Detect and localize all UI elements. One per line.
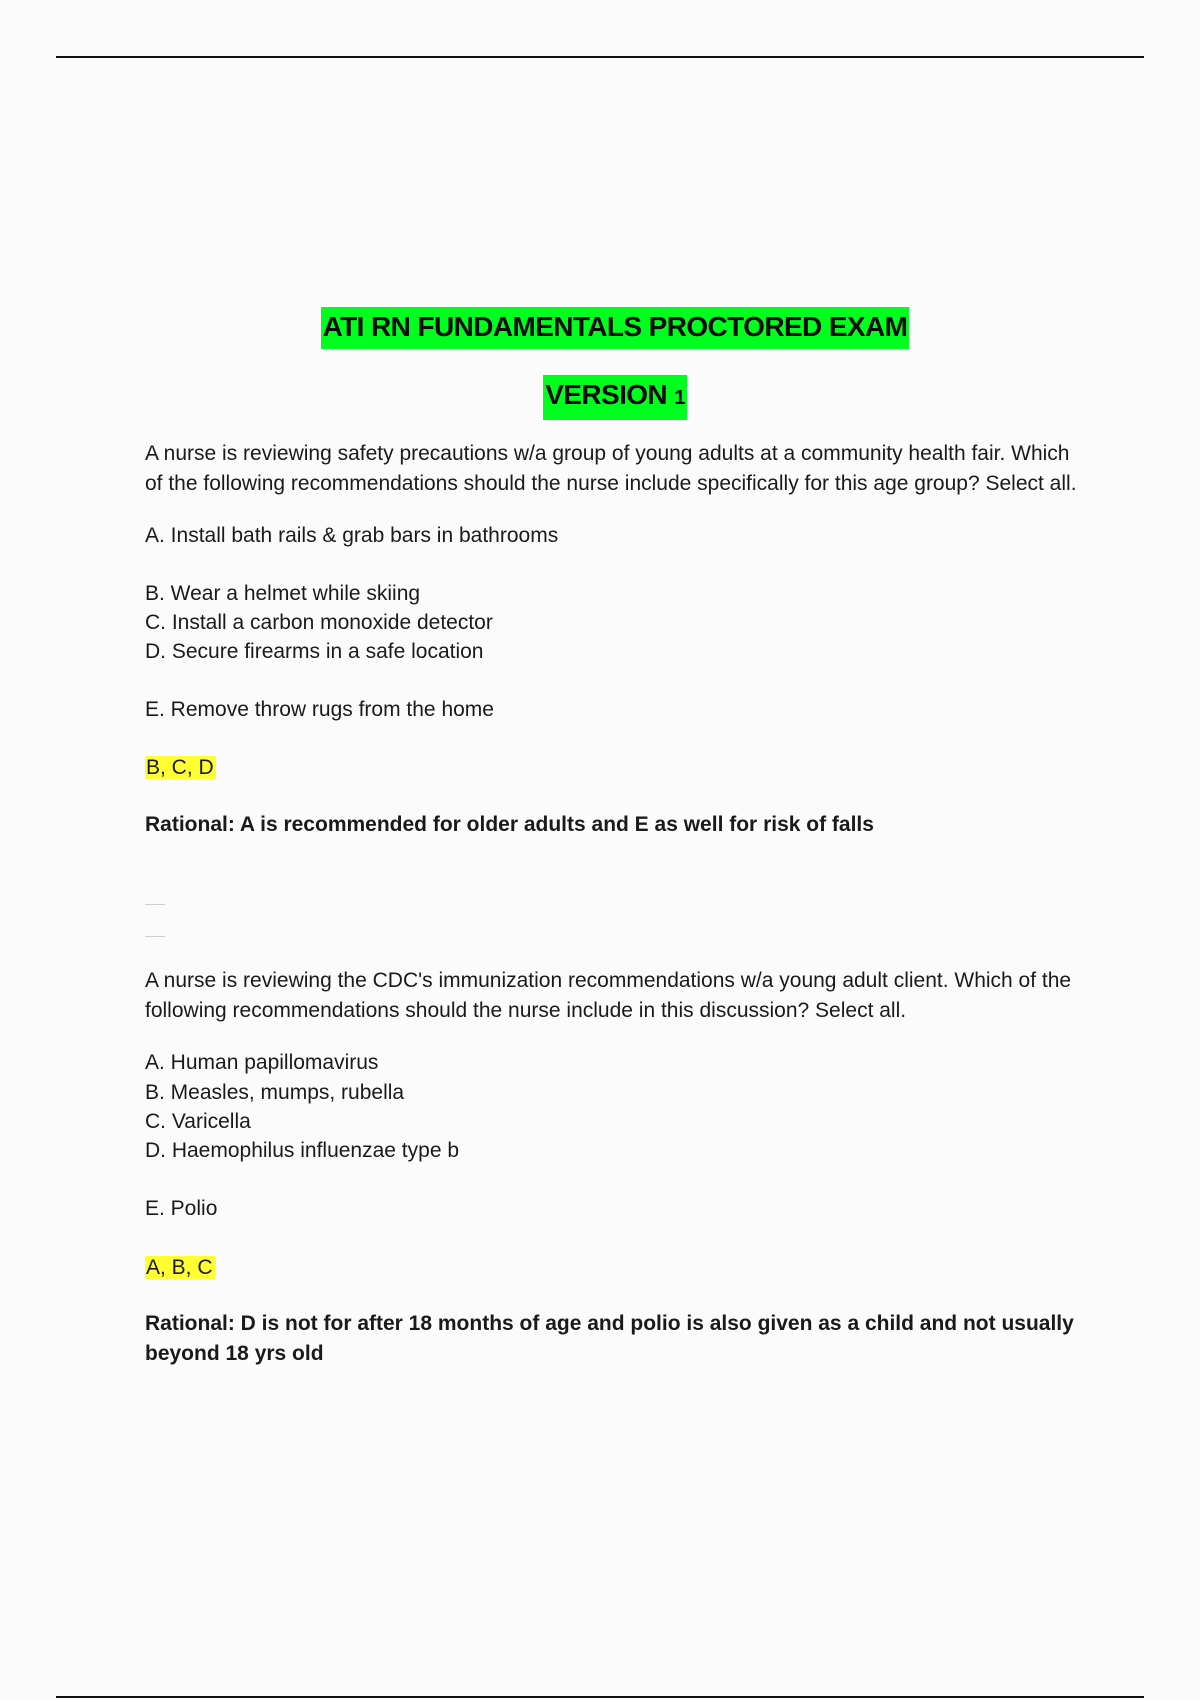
separator-dash: [145, 904, 165, 905]
answer-highlight: A, B, C: [146, 1256, 213, 1279]
question-2-rationale: Rational: D is not for after 18 months of age and polio is also given as a child and not usually beyond 18 yrs old: [145, 1312, 1074, 1365]
document-title: ATI RN FUNDAMENTALS PROCTORED EXAM: [321, 307, 910, 349]
version-row: [145, 375, 1085, 420]
question-2-option-b: B. Measles, mumps, rubella: [145, 1081, 405, 1104]
answer-highlight: B, C, D: [146, 756, 214, 779]
question-1-rationale: Rational: A is recommended for older adults and E as well for risk of falls: [145, 813, 874, 836]
question-1-option-e: E. Remove throw rugs from the home: [145, 698, 494, 721]
question-2-prompt: A nurse is reviewing the CDC's immunization recommendations w/a young adult client. Which of the following recommendations should the nurse include in this discussion? Select all.: [145, 969, 1072, 1022]
question-1-option-d: D. Secure firearms in a safe location: [145, 640, 484, 663]
question-1-option-a: A. Install bath rails & grab bars in bathrooms: [145, 524, 559, 547]
question-1-option-b: B. Wear a helmet while skiing: [145, 582, 421, 605]
question-1-option-c: C. Install a carbon monoxide detector: [145, 611, 493, 634]
version-number: 1: [674, 387, 685, 409]
question-2-answer: [145, 1253, 215, 1282]
question-2-option-e: E. Polio: [145, 1197, 218, 1220]
question-1-prompt: A nurse is reviewing safety precautions w/a group of young adults at a community health fair. Which of the following recommendations should the nurse include specifically for this age group? Select all.: [145, 442, 1077, 495]
separator-dash: [145, 936, 165, 937]
question-2-option-a: A. Human papillomavirus: [145, 1051, 379, 1074]
top-rule: [56, 56, 1144, 58]
version-heading: [543, 375, 687, 420]
question-2-option-c: C. Varicella: [145, 1110, 251, 1133]
bottom-rule: [56, 1696, 1144, 1698]
question-2-option-d: D. Haemophilus influenzae type b: [145, 1139, 460, 1162]
question-1-answer: [145, 753, 216, 782]
version-label: VERSION: [545, 379, 668, 410]
title-row: [145, 307, 1085, 349]
